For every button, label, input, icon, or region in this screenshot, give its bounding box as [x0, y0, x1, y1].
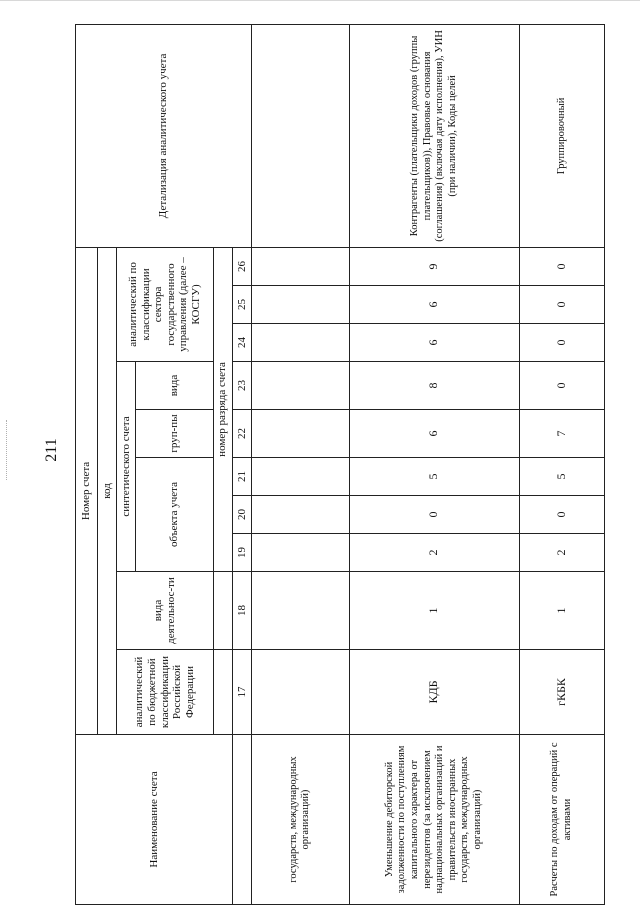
header-blank-17	[213, 650, 232, 735]
table-row	[252, 24, 349, 904]
row-account-name: Уменьшение дебиторской задолженности по поступлениям капитального характера от нерезидентов (за исключением наднациональных организаций и правительств иностранных государств, международных организаций)	[349, 735, 519, 905]
row-cell	[252, 286, 349, 324]
row-cell: 2	[519, 534, 604, 572]
row-cell	[252, 247, 349, 285]
top-edge-line	[0, 0, 640, 1]
row-cell: 0	[519, 247, 604, 285]
row-cell: 2	[349, 534, 519, 572]
rotated-table-wrapper	[75, 25, 605, 905]
row-cell: 0	[519, 286, 604, 324]
row-account-name: Расчеты по доходам от операций с активами	[519, 735, 604, 905]
row-cell: 1	[349, 572, 519, 650]
row-detail: Контрагенты (плательщики доходов (группы плательщиков)), Правовые основания (соглашения) (включая дату исполнения), УИН (при наличии), Коды целей	[349, 24, 519, 247]
page-number: 211	[43, 438, 60, 462]
header-kosgu: аналитический по классификации сектора государственного управления (далее – КОСГУ)	[116, 247, 213, 361]
column-number: 20	[232, 496, 251, 534]
accounts-register-table	[75, 24, 605, 905]
row-cell: 6	[349, 286, 519, 324]
header-code: код	[97, 247, 116, 734]
row-cell: КДБ	[349, 650, 519, 735]
header-row-1	[76, 24, 98, 904]
column-number-blank	[232, 735, 251, 905]
header-analytical-budget: аналитический по бюджетной классификации Российской Федерации	[116, 650, 213, 735]
row-cell	[252, 410, 349, 458]
table-row	[349, 24, 519, 904]
row-cell: гКБК	[519, 650, 604, 735]
header-kind: вида	[135, 362, 213, 410]
table-row	[519, 24, 604, 904]
column-number: 17	[232, 650, 251, 735]
column-number: 26	[232, 247, 251, 285]
row-detail	[252, 24, 349, 247]
column-number: 18	[232, 572, 251, 650]
header-group: груп-пы	[135, 410, 213, 458]
row-cell	[252, 496, 349, 534]
header-digit-number: номер разряда счета	[213, 247, 232, 571]
header-accounting-object: объекта учета	[135, 458, 213, 572]
header-account-number: Номер счета	[76, 247, 98, 734]
row-cell: 6	[349, 324, 519, 362]
row-cell	[252, 534, 349, 572]
row-cell: 6	[349, 410, 519, 458]
row-cell: 5	[349, 458, 519, 496]
column-number: 19	[232, 534, 251, 572]
row-cell: 0	[349, 496, 519, 534]
row-cell	[252, 324, 349, 362]
column-number: 25	[232, 286, 251, 324]
row-cell: 0	[519, 496, 604, 534]
row-cell: 5	[519, 458, 604, 496]
row-cell: 8	[349, 362, 519, 410]
column-number: 24	[232, 324, 251, 362]
header-account-name: Наименование счета	[76, 735, 233, 905]
column-number: 23	[232, 362, 251, 410]
fold-mark	[6, 420, 10, 480]
row-cell: 1	[519, 572, 604, 650]
column-number: 21	[232, 458, 251, 496]
row-account-name: государств, международных организаций)	[252, 735, 349, 905]
header-synthetic-account: синтетического счета	[116, 362, 135, 572]
header-blank-18	[213, 572, 232, 650]
row-detail: Группировочный	[519, 24, 604, 247]
row-cell: 7	[519, 410, 604, 458]
row-cell: 0	[519, 324, 604, 362]
row-cell: 9	[349, 247, 519, 285]
row-cell	[252, 362, 349, 410]
row-cell	[252, 458, 349, 496]
row-cell	[252, 572, 349, 650]
header-analytic-detail: Детализация аналитического учета	[76, 24, 252, 247]
row-cell: 0	[519, 362, 604, 410]
header-activity-type: вида деятельнос-ти	[116, 572, 213, 650]
row-cell	[252, 650, 349, 735]
column-number: 22	[232, 410, 251, 458]
